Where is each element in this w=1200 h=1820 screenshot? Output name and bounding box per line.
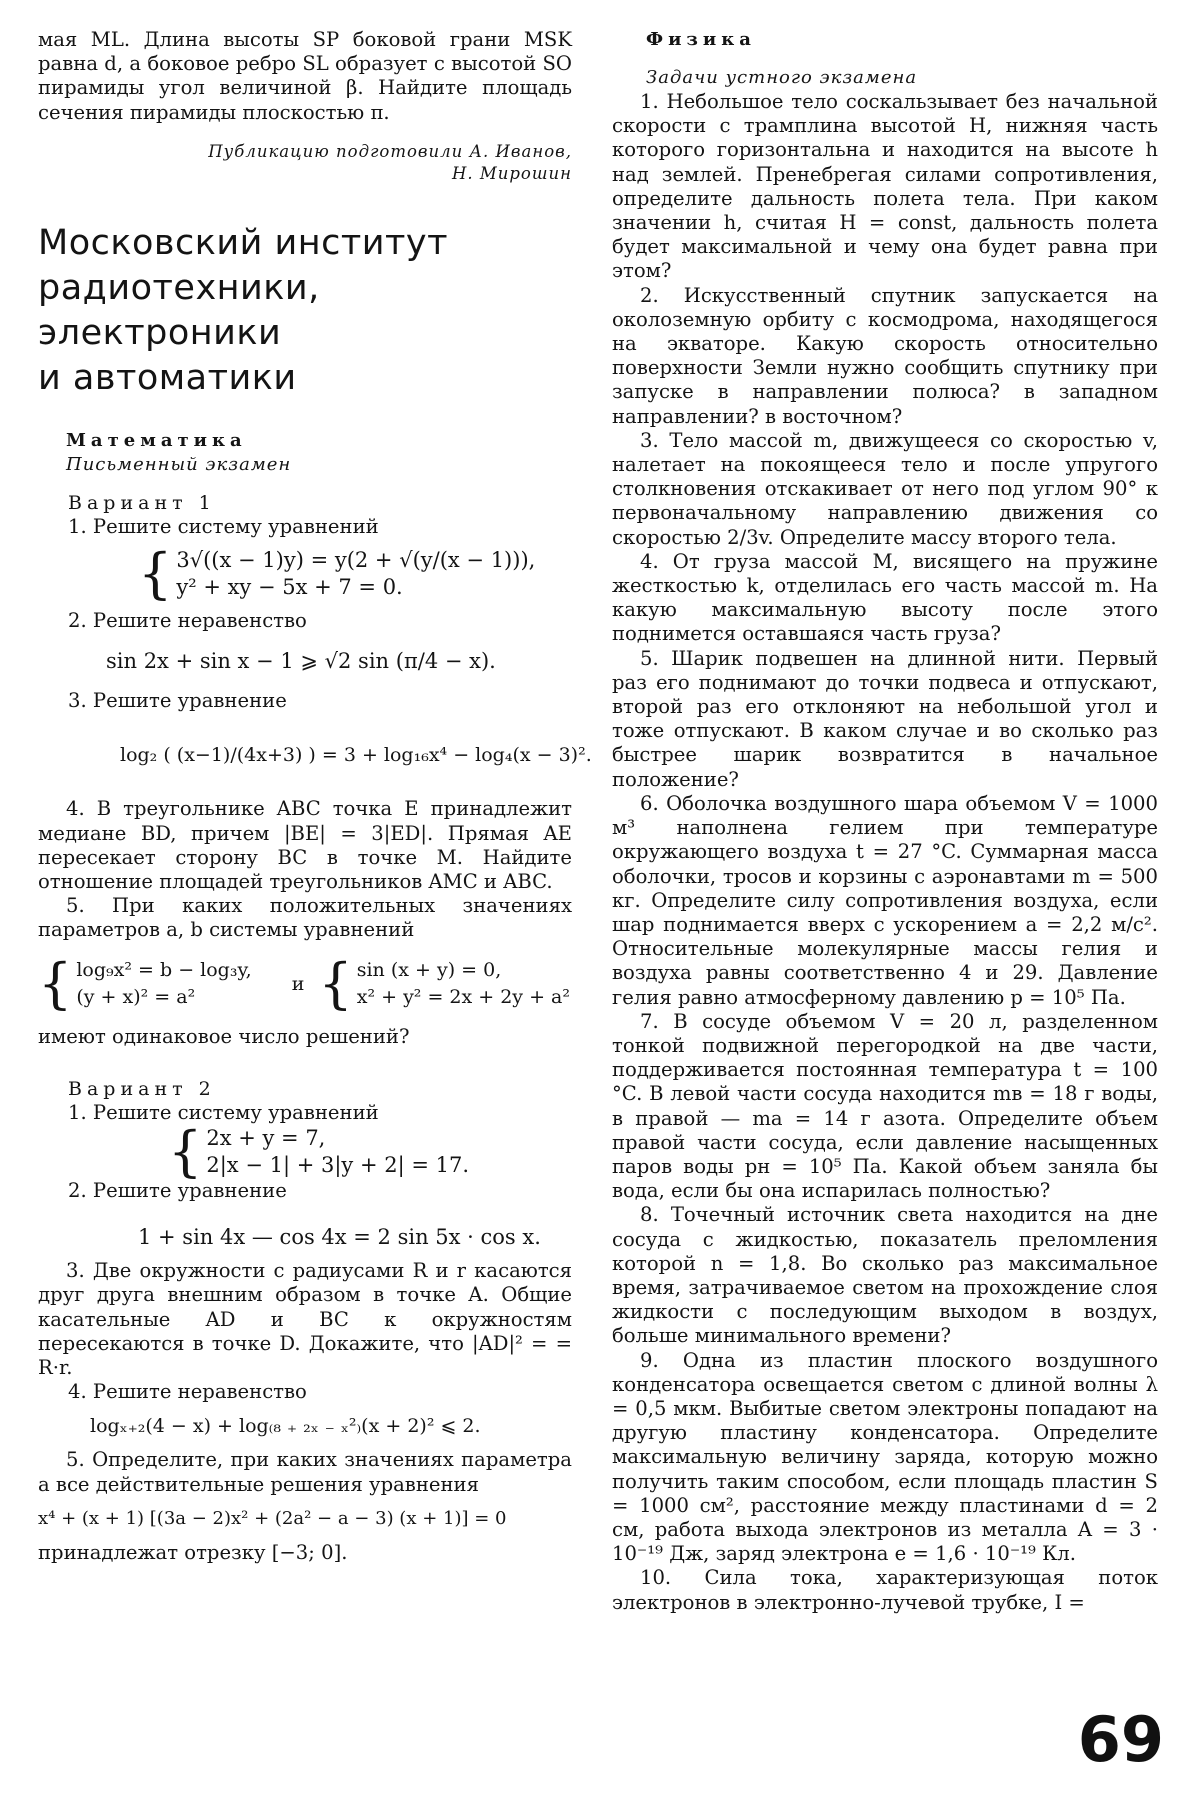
v1-p1-eq2: y² + xy − 5x + 7 = 0. <box>176 575 403 600</box>
credit-line-2: Н. Мирошин <box>451 163 572 183</box>
left-column <box>38 28 592 1565</box>
institute-line: электроники <box>38 312 282 353</box>
institute-heading <box>38 221 572 401</box>
institute-line: Московский институт <box>38 222 449 263</box>
institute-line: и автоматики <box>38 357 297 398</box>
physics-problem-1: 1. Небольшое тело соскальзывает без начальной скорости с трамплина высотой H, нижняя часть которого горизонтальна и находится на высоте h над землей. Пренебрегая силами сопротивления, определите дальность полета тела. При каком значении h, считая H = const, дальность полета будет максимальной и чему она будет равна при этом? <box>612 90 1158 283</box>
v2-problem-4: 4. Решите неравенство <box>68 1380 307 1404</box>
brace-icon: { <box>138 542 173 606</box>
variant-1-title: Вариант 1 <box>68 491 216 514</box>
v2-p2-formula: 1 + sin 4x — cos 4x = 2 sin 5x · cos x. <box>138 1225 541 1250</box>
v1-problem-4: 4. В треугольнике ABC точка E принадлежит медиане BD, причем |BE| = 3|ED|. Прямая AE пересекает сторону BC в точке M. Найдите отношение площадей треугольников AMC и ABC. <box>38 797 572 894</box>
v2-problem-1: 1. Решите систему уравнений <box>68 1100 379 1124</box>
v1-p3-formula: log₂ ( (x−1)/(4x+3) ) = 3 + log₁₆x⁴ − log₄(x − 3)². <box>120 744 592 767</box>
physics-problem-9: 9. Одна из пластин плоского воздушного конденсатора освещается светом с длиной волны λ = 0,5 мкм. Выбитые светом электроны попадают на другую пластину конденсатора. Определите максимальную величину заряда, которую можно получить таким способом, если площадь пластин S = 1000 см², расстояние между пластинами d = 2 см, работа выхода электронов из металла A = 3 · 10⁻¹⁹ Дж, заряд электрона e = 1,6 · 10⁻¹⁹ Кл. <box>612 1348 1158 1566</box>
v1-p1-system <box>138 542 572 606</box>
institute-line: радиотехники, <box>38 267 320 308</box>
v1-p5-systems <box>38 951 572 1015</box>
v1-p5-s1-eq2: (y + x)² = a² <box>76 985 196 1008</box>
v1-p5-s1-eq1: log₉x² = b − log₃y, <box>76 958 252 981</box>
v1-p5-and: и <box>291 972 305 995</box>
variant-2-title: Вариант 2 <box>68 1077 216 1100</box>
v2-p1-eq1: 2x + y = 7, <box>206 1126 326 1151</box>
page-number: 69 <box>1077 1703 1164 1776</box>
v1-p5-s2-eq1: sin (x + y) = 0, <box>356 958 502 981</box>
v1-p5-end: имеют одинаковое число решений? <box>38 1024 410 1048</box>
v1-problem-3: 3. Решите уравнение <box>68 689 287 713</box>
v2-problem-2: 2. Решите уравнение <box>68 1179 287 1203</box>
v1-p1-eq1: 3√((x − 1)y) = y(2 + √(y/(x − 1))), <box>176 548 536 573</box>
v2-p5-end: принадлежат отрезку [−3; 0]. <box>38 1540 348 1564</box>
brace-icon: { <box>38 951 73 1015</box>
physics-problem-7: 7. В сосуде объемом V = 20 л, разделенном тонкой подвижной перегородкой на две части, поддерживается постоянная температура t = 100 °C. В левой части сосуда находится mв = 18 г воды, в правой — mа = 14 г азота. Определите объем правой части сосуда, если давление насыщенных паров воды pн = 10⁵ Па. Какой объем заняла бы вода, если бы она испарилась полностью? <box>612 1009 1158 1203</box>
v2-problem-3: 3. Две окружности с радиусами R и r касаются друг друга внешним образом в точке A. Общие касательные AD и BC к окружностям пересекаются в точке D. Докажите, что |AD|² = = R·r. <box>38 1259 572 1380</box>
brace-icon: { <box>168 1120 203 1184</box>
right-column <box>612 28 1158 1615</box>
v2-p4-formula: logₓ₊₂(4 − x) + log₍₈ ₊ ₂ₓ ₋ ₓ²₎(x + 2)² ⩽ 2. <box>90 1415 481 1438</box>
physics-problem-3: 3. Тело массой m, движущееся со скоростью v, налетает на покоящееся тело и после упругого столкновения отскакивает от него под углом 90° к первоначальному направлению движения со скоростью 2/3v. Определите массу второго тела. <box>612 428 1158 549</box>
v1-p2-formula: sin 2x + sin x − 1 ⩾ √2 sin (π/4 − x). <box>106 649 496 674</box>
physics-problem-5: 5. Шарик подвешен на длинной нити. Первый раз его поднимают до точки подвеса и отпускают, второй раз его отклоняют на небольшой угол и тоже отпускают. В каком случае и во сколько раз быстрее шарик возвратится в начальное положение? <box>612 646 1158 791</box>
physics-problem-4: 4. От груза массой M, висящего на пружине жесткостью k, отделилась его часть массой m. На какую максимальную высоту после этого поднимется оставшаяся часть груза? <box>612 549 1158 646</box>
physics-section-title: Физика <box>646 29 756 50</box>
v1-problem-5: 5. При каких положительных значениях параметров a, b системы уравнений <box>38 894 572 942</box>
brace-icon: { <box>318 951 353 1015</box>
math-section-title: Математика <box>66 429 247 451</box>
v1-p5-s2-eq2: x² + y² = 2x + 2y + a² <box>356 985 570 1008</box>
physics-problem-2: 2. Искусственный спутник запускается на околоземную орбиту с космодрома, находящегося на экваторе. Какую скорость относительно поверхности Земли нужно сообщить спутнику при запуске в направлении полюса? в западном направлении? в восточном? <box>612 283 1158 428</box>
v1-problem-1: 1. Решите систему уравнений <box>68 514 379 538</box>
math-section-subtitle: Письменный экзамен <box>66 453 292 475</box>
v2-p5-formula: x⁴ + (x + 1) [(3a − 2)x² + (2a² − a − 3) (x + 1)] = 0 <box>38 1507 507 1529</box>
physics-problem-10: 10. Сила тока, характеризующая поток электронов в электронно-лучевой трубке, I = <box>612 1566 1158 1614</box>
physics-problem-8: 8. Точечный источник света находится на дне сосуда с жидкостью, показатель преломления которой n = 1,8. Во сколько раз максимальное время, затрачиваемое светом на прохождение слоя жидкости с последующим выходом в воздух, больше минимального времени? <box>612 1203 1158 1348</box>
intro-paragraph: мая ML. Длина высоты SP боковой грани MSK равна d, а боковое ребро SL образует с высотой SO пирамиды угол величиной β. Найдите площадь сечения пирамиды плоскостью π. <box>38 28 572 124</box>
physics-problem-6: 6. Оболочка воздушного шара объемом V = 1000 м³ наполнена гелием при температуре окружающего воздуха t = 27 °C. Суммарная масса оболочки, тросов и корзины с аэронавтами m = 500 кг. Определите силу сопротивления воздуха, если шар поднимается вверх с ускорением a = 2,2 м/с². Относительные молекулярные массы гелия и воздуха равны соответственно 4 и 29. Давление гелия равно атмосферному давлению p = 10⁵ Па. <box>612 791 1158 1009</box>
v1-problem-2: 2. Решите неравенство <box>68 609 307 633</box>
physics-section-subtitle: Задачи устного экзамена <box>646 67 918 88</box>
v2-problem-5: 5. Определите, при каких значениях параметра a все действительные решения уравнения <box>38 1448 572 1496</box>
credit-line-1: Публикацию подготовили А. Иванов, <box>208 141 572 161</box>
v2-p1-system <box>168 1120 572 1184</box>
v2-p1-eq2: 2|x − 1| + 3|y + 2| = 17. <box>206 1153 469 1178</box>
